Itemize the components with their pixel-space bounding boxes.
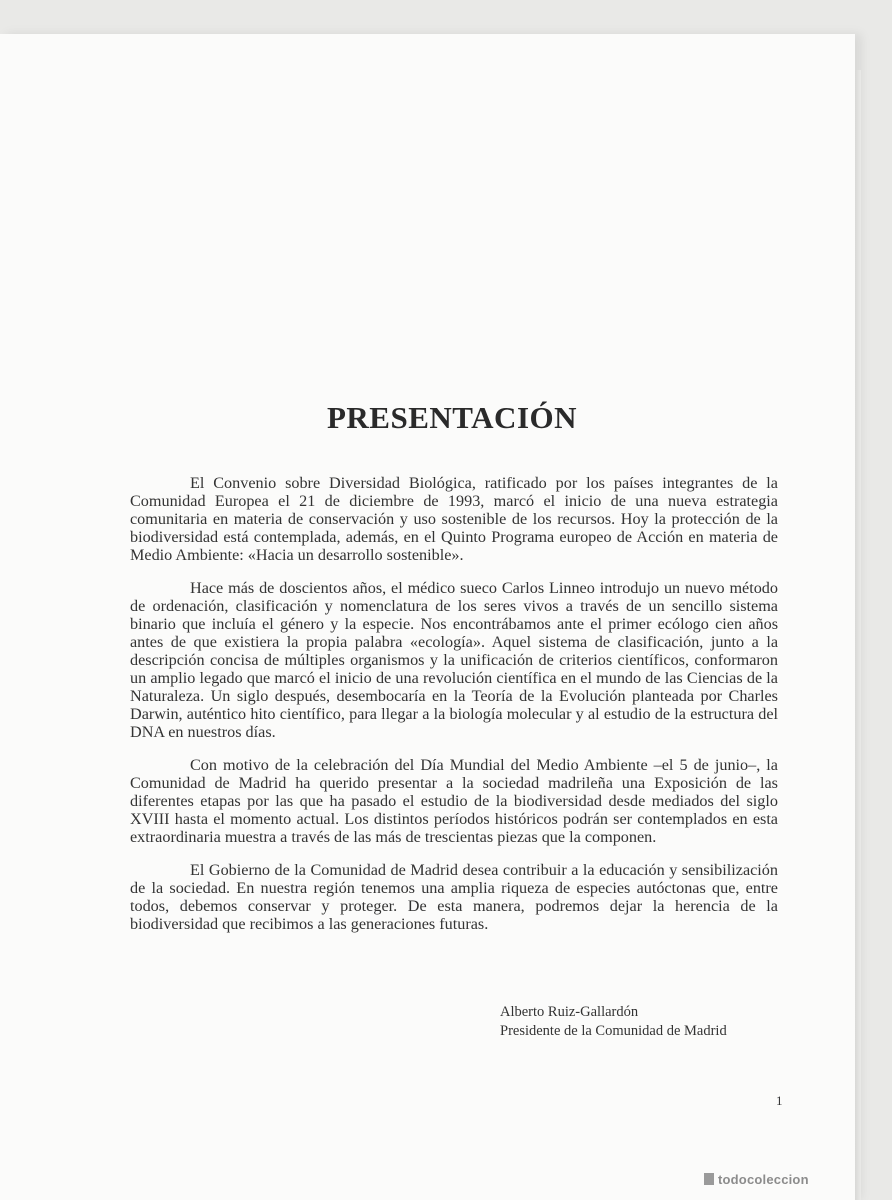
paragraph-3: Con motivo de la celebración del Día Mundial del Medio Ambiente –el 5 de junio–, la Comunidad de Madrid ha querido presentar a la sociedad madrileña una Exposición de las diferentes etapas por las que ha pasado el estudio de la biodiversidad desde mediados del siglo XVIII hasta el momento actual. Los distintos períodos históricos podrán ser contemplados en esta extraordinaria muestra a través de las más de trescientas piezas que la componen. [130,756,778,846]
watermark-text: todocoleccion [718,1172,809,1187]
body-text [130,474,778,948]
watermark-logo-icon [704,1173,714,1185]
paragraph-2: Hace más de doscientos años, el médico sueco Carlos Linneo introdujo un nuevo método de ordenación, clasificación y nomenclatura de los seres vivos a través de un sencillo sistema binario que incluía el género y la especie. Nos encontrábamos ante el primer ecólogo cien años antes de que existiera la propia palabra «ecología». Aquel sistema de clasificación, junto a la descripción concisa de múltiples organismos y la unificación de criterios científicos, conformaron un amplio legado que marcó el inicio de una revolución científica en el mundo de las Ciencias de la Naturaleza. Un siglo después, desembocaría en la Teoría de la Evolución planteada por Charles Darwin, auténtico hito científico, para llegar a la biología molecular y al estudio de la estructura del DNA en nuestros días. [130,579,778,741]
paragraph-1: El Convenio sobre Diversidad Biológica, ratificado por los países integrantes de la Comunidad Europea el 21 de diciembre de 1993, marcó el inicio de una nueva estrategia comunitaria en materia de conservación y uso sostenible de los recursos. Hoy la protección de la biodiversidad está contemplada, además, en el Quinto Programa europeo de Acción en materia de Medio Ambiente: «Hacia un desarrollo sostenible». [130,474,778,564]
signature-position: Presidente de la Comunidad de Madrid [500,1023,727,1039]
page-number: 1 [776,1093,783,1108]
watermark [704,1172,809,1187]
paragraph-4: El Gobierno de la Comunidad de Madrid desea contribuir a la educación y sensibilización de la sociedad. En nuestra región tenemos una amplia riqueza de especies autóctonas que, entre todos, debemos conservar y proteger. De esta manera, podremos dejar la herencia de la biodiversidad que recibimos a las generaciones futuras. [130,861,778,933]
page-title: PRESENTACIÓN [326,400,578,435]
page-edge-shadow [855,70,861,1200]
signature-block [500,1003,727,1041]
signature-name: Alberto Ruiz-Gallardón [500,1004,639,1020]
